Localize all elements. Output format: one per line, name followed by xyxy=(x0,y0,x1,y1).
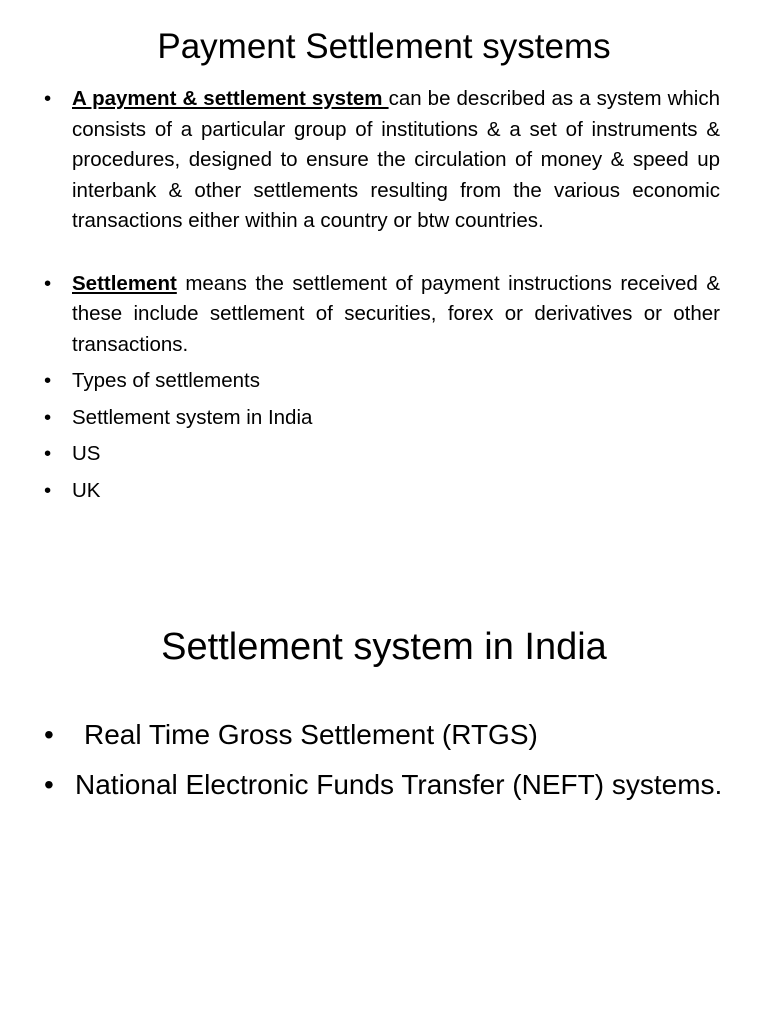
bullet-item-text: UK xyxy=(72,478,101,502)
bullet-dot-icon: • xyxy=(44,369,52,392)
bullet-dot-icon: • xyxy=(44,405,52,429)
bullet-item-text: Types of settlements xyxy=(72,369,261,392)
term-payment-settlement-system: A payment & settlement system xyxy=(72,87,389,110)
bullet-definition xyxy=(44,84,720,237)
slide-title: Payment Settlement systems xyxy=(157,27,611,66)
bullet-item xyxy=(44,439,720,470)
bullet-settlement-meaning xyxy=(44,269,720,361)
bullet-list xyxy=(44,84,720,506)
bullet-item-text: National Electronic Funds Transfer (NEFT) systems. xyxy=(75,769,723,800)
bullet-item-text: Real Time Gross Settlement (RTGS) xyxy=(84,719,538,750)
term-settlement: Settlement xyxy=(72,271,177,295)
bullet-dot-icon: • xyxy=(44,442,52,465)
bullet-item-rtgs xyxy=(44,714,724,756)
slide-settlement-system-india xyxy=(0,600,768,1024)
bullet-item-text: US xyxy=(72,442,101,465)
bullet-item xyxy=(44,366,720,397)
bullet-list xyxy=(44,714,724,806)
slide-title: Settlement system in India xyxy=(161,626,607,668)
bullet-dot-icon: • xyxy=(44,769,54,800)
bullet-item xyxy=(44,403,720,434)
bullet-item xyxy=(44,476,720,507)
bullet-item-neft xyxy=(44,764,724,806)
bullet-dot-icon: • xyxy=(44,478,52,502)
definition-text: can be described as a system which consists of a particular group of institutions & a set of instruments & procedures, designed to ensure the circulation of money & speed up interbank & other settlements resulting from the various economic transactions either within a country or btw countries. xyxy=(72,87,720,232)
bullet-dot-icon: • xyxy=(44,719,54,750)
bullet-dot-icon: • xyxy=(44,271,52,295)
bullet-item-text: Settlement system in India xyxy=(72,405,313,429)
bullet-dot-icon: • xyxy=(44,87,52,110)
settlement-meaning-text: means the settlement of payment instructions received & these include settlement of securities, forex or derivatives or other transactions. xyxy=(72,271,720,356)
